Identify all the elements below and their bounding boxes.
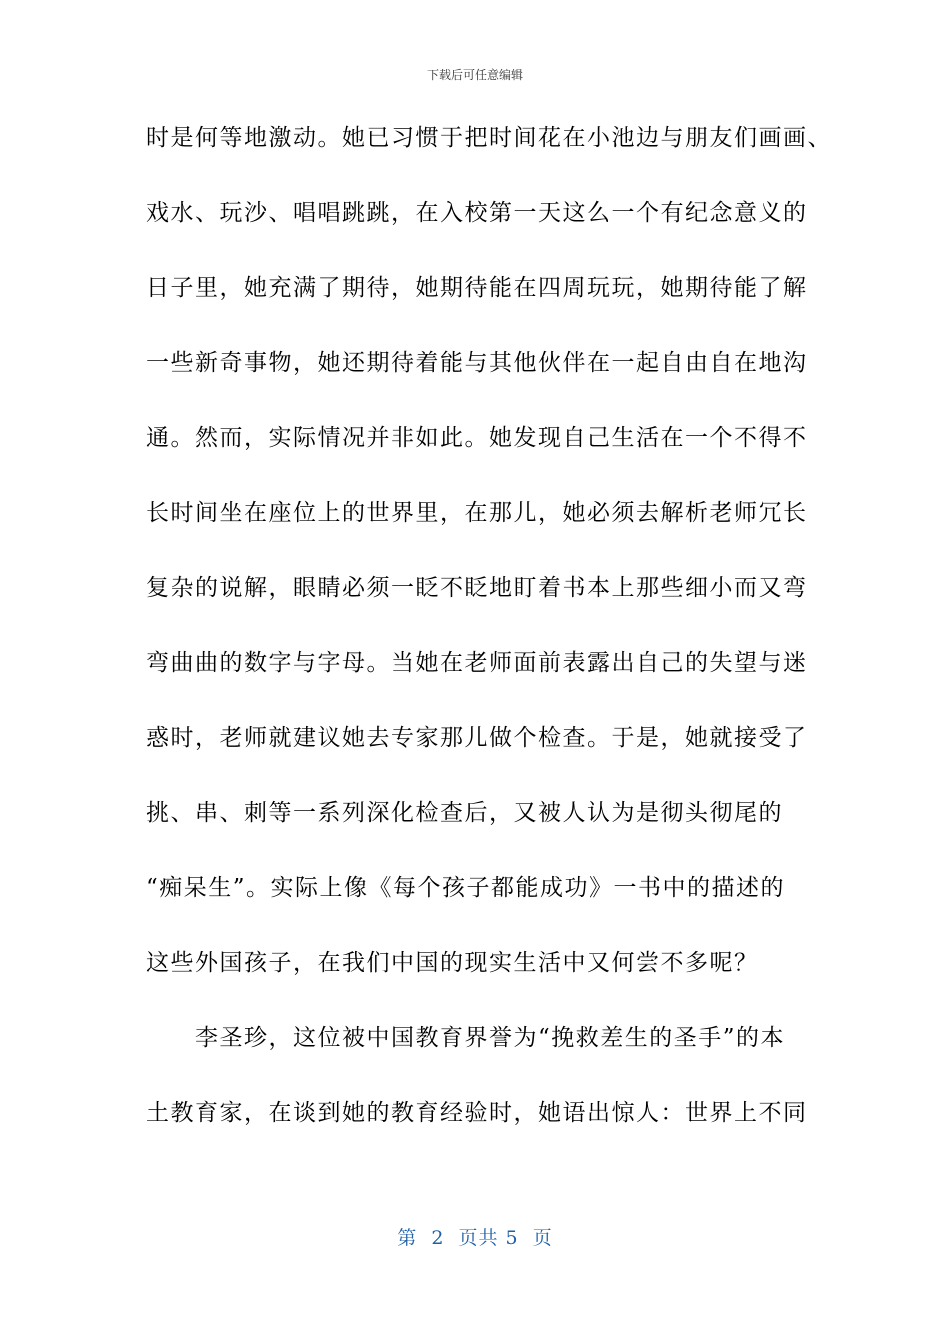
- text-line: 挑、串、刺等一系列深化检查后，又被人认为是彻头彻尾的: [146, 800, 783, 826]
- text-line: 惑时，老师就建议她去专家那儿做个检查。于是，她就接受了: [146, 725, 808, 751]
- text-line: 长时间坐在座位上的世界里，在那儿，她必须去解析老师冗长: [146, 500, 808, 526]
- text-line: 一些新奇事物，她还期待着能与其他伙伴在一起自由自在地沟: [146, 350, 808, 376]
- text-line: 日子里，她充满了期待，她期待能在四周玩玩，她期待能了解: [146, 275, 808, 301]
- text-line: 戏水、玩沙、唱唱跳跳，在入校第一天这么一个有纪念意义的: [146, 200, 808, 226]
- text-line: “痴呆生”。实际上像《每个孩子都能成功》一书中的描述的: [146, 875, 786, 901]
- page-header-note: 下载后可任意编辑: [426, 68, 523, 82]
- text-line: 弯曲曲的数字与字母。当她在老师面前表露出自己的失望与迷: [146, 650, 808, 676]
- text-line: 时是何等地激动。她已习惯于把时间花在小池边与朋友们画画、: [146, 125, 832, 151]
- text-line: 通。然而，实际情况并非如此。她发现自己生活在一个不得不: [146, 425, 808, 451]
- text-line: 这些外国孩子，在我们中国的现实生活中又何尝不多呢？: [146, 950, 759, 976]
- text-line: 土教育家，在谈到她的教育经验时，她语出惊人：世界上不同: [146, 1100, 808, 1126]
- text-line: 李圣珍，这位被中国教育界誉为“挽救差生的圣手”的本: [146, 1025, 786, 1051]
- page-number-footer: 第 2 页共 5 页: [397, 1227, 553, 1249]
- text-line: 复杂的说解，眼睛必须一眨不眨地盯着书本上那些细小而又弯: [146, 575, 808, 601]
